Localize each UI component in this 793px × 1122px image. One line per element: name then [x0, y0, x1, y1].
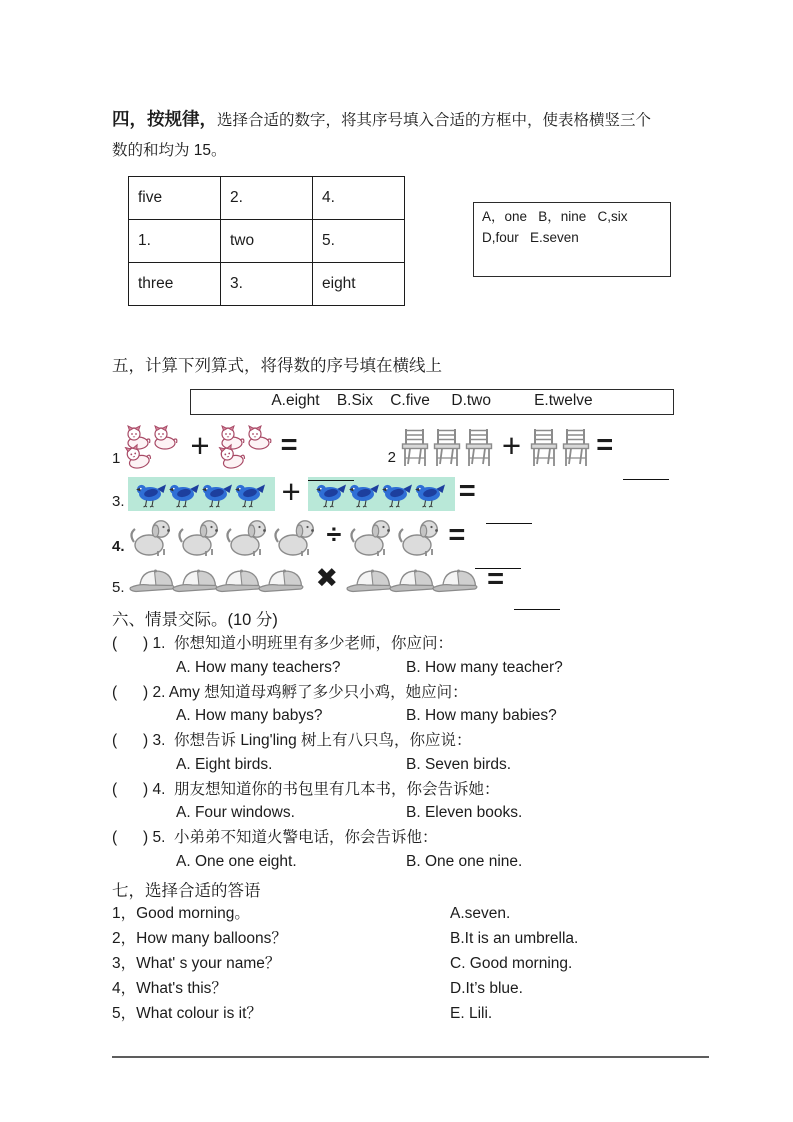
match-answer[interactable]: D.It’s blue.: [450, 980, 523, 998]
match-row-5: [112, 1001, 713, 1026]
answer-paren[interactable]: ( ): [112, 829, 153, 847]
option-a[interactable]: A. Eight birds.: [176, 755, 273, 773]
picture-group-2: [308, 477, 455, 511]
section4-title: [112, 102, 702, 166]
picture-group-1: [128, 477, 275, 511]
dog-icon: [272, 518, 317, 557]
table-row: [129, 220, 405, 263]
section7-title: 七，选择合适的答语: [112, 881, 261, 900]
equation-row-4: [112, 565, 713, 598]
match-answer[interactable]: B.It is an umbrella.: [450, 930, 579, 948]
equation-row-3: [112, 518, 713, 557]
answer-blank[interactable]: [308, 465, 354, 481]
operator-sign: +: [281, 473, 301, 511]
question-stem: 2. Amy 想知道母鸡孵了多少只小鸡，她应问：: [152, 683, 468, 701]
operator-sign: ✖: [315, 563, 339, 594]
problem-label: 4.: [112, 538, 125, 556]
table-cell[interactable]: 2.: [221, 177, 313, 220]
table-cell[interactable]: 4.: [313, 177, 405, 220]
table-cell[interactable]: 1.: [129, 220, 221, 263]
equals-sign: =: [487, 563, 505, 596]
match-answer[interactable]: E. Lili.: [450, 1005, 493, 1023]
bird-icon: [349, 481, 379, 508]
picture-group-1: [128, 518, 320, 557]
answer-paren[interactable]: ( ): [112, 635, 153, 653]
bird-icon: [136, 481, 166, 508]
match-question[interactable]: 5，What colour is it？: [112, 1005, 262, 1023]
cap-icon: [431, 568, 483, 595]
answer-paren[interactable]: ( ): [112, 683, 153, 701]
equation-1: [112, 425, 354, 469]
match-question[interactable]: 3，What' s your name？: [112, 955, 281, 973]
picture-group-2: [348, 518, 444, 557]
match-row-3: [112, 951, 713, 976]
equals-sign: =: [458, 475, 476, 508]
cat-icon: [151, 425, 178, 450]
match-question[interactable]: 2，How many balloons？: [112, 930, 287, 948]
equals-sign: =: [280, 428, 298, 461]
answer-blank[interactable]: [514, 594, 560, 610]
picture-group-2: [528, 427, 592, 468]
option-b[interactable]: B. Eleven books.: [406, 804, 523, 822]
chair-icon: [528, 427, 559, 468]
section4-options-line1: A，one B，nine C,six: [482, 209, 628, 225]
match-row-2: [112, 926, 713, 951]
dog-icon: [224, 518, 269, 557]
table-cell[interactable]: two: [221, 220, 313, 263]
chair-icon: [560, 427, 591, 468]
match-answer[interactable]: C. Good morning.: [450, 955, 573, 973]
equation-4: [112, 518, 521, 557]
dog-icon: [176, 518, 221, 557]
cap-icon: [257, 568, 309, 595]
question-4: [112, 778, 713, 825]
picture-group-1: [128, 568, 309, 595]
magic-square-area: [112, 176, 713, 326]
match-answer[interactable]: A.seven.: [450, 904, 511, 922]
table-cell[interactable]: 3.: [221, 263, 313, 306]
table-row: [129, 263, 405, 306]
footer-divider: [112, 1056, 709, 1058]
section5-title: 五，计算下列算式，将得数的序号填在横线上: [112, 357, 442, 376]
equation-row-1: [112, 425, 713, 469]
chair-icon: [463, 427, 494, 468]
chair-icon: [399, 427, 430, 468]
bird-icon: [316, 481, 346, 508]
operator-sign: +: [190, 426, 210, 464]
table-cell[interactable]: 5.: [313, 220, 405, 263]
question-stem: 4. 朋友想知道你的书包里有几本书，你会告诉她：: [152, 780, 500, 798]
match-row-4: [112, 976, 713, 1001]
question-5: [112, 826, 713, 873]
picture-group-1: [124, 425, 182, 469]
operator-sign: ÷: [326, 519, 342, 550]
table-cell[interactable]: eight: [313, 263, 405, 306]
equation-row-2: [112, 475, 713, 512]
cat-icon: [215, 442, 247, 473]
option-b[interactable]: B. Seven birds.: [406, 755, 512, 773]
question-stem: 5. 小弟弟不知道火警电话，你会告诉他：: [152, 829, 438, 847]
picture-group-2: [218, 425, 276, 469]
bird-icon: [382, 481, 412, 508]
problem-label: 5.: [112, 579, 125, 597]
bird-icon: [169, 481, 199, 508]
section6-title: 六、情景交际。(10 分): [112, 611, 278, 630]
answer-blank[interactable]: [623, 464, 669, 480]
bird-icon: [415, 481, 445, 508]
section4-options-line2: D,four E.seven: [482, 230, 579, 246]
section4-title-line2: 数的和均为 15。: [112, 142, 227, 160]
picture-group-2: [345, 568, 483, 595]
bird-icon: [235, 481, 265, 508]
table-cell[interactable]: five: [129, 177, 221, 220]
problem-label: 3.: [112, 493, 125, 511]
answer-paren[interactable]: ( ): [112, 780, 153, 798]
option-a[interactable]: A. How many babys?: [176, 707, 323, 725]
answer-paren[interactable]: ( ): [112, 732, 153, 750]
dog-icon: [396, 518, 441, 557]
answer-blank[interactable]: [475, 553, 521, 569]
option-b[interactable]: B. How many teacher?: [406, 658, 563, 676]
answer-blank[interactable]: [486, 508, 532, 524]
operator-sign: +: [501, 426, 522, 464]
equation-2: [388, 427, 670, 468]
question-stem: 3. 你想告诉 Ling'ling 树上有八只鸟，你应说：: [152, 732, 472, 750]
question-2: [112, 681, 713, 728]
picture-group-1: [399, 427, 495, 468]
match-row-1: [112, 901, 713, 926]
cat-icon: [245, 425, 272, 450]
table-cell[interactable]: three: [129, 263, 221, 306]
dog-icon: [348, 518, 393, 557]
dog-icon: [128, 518, 173, 557]
question-stem: 1. 你想知道小明班里有多少老师，你应问：: [152, 635, 454, 653]
match-question[interactable]: 4，What's this？: [112, 980, 227, 998]
section5-options-box: A.eight B.Six C.five D.two E.twelve: [190, 389, 674, 415]
option-a[interactable]: A. Four windows.: [176, 804, 295, 822]
problem-label: 2: [387, 448, 396, 466]
equals-sign: =: [448, 519, 466, 552]
match-question[interactable]: 1，Good morning。: [112, 904, 250, 922]
problem-label: 1: [112, 450, 121, 468]
chair-icon: [431, 427, 462, 468]
option-b[interactable]: B. How many babies?: [406, 707, 557, 725]
option-a[interactable]: A. One one eight.: [176, 852, 297, 870]
section4-title-lead: 四，按规律，: [112, 109, 217, 129]
option-a[interactable]: A. How many teachers?: [176, 658, 341, 676]
section4-options-box: [473, 202, 671, 277]
equals-sign: =: [596, 428, 614, 461]
magic-square-table: [128, 176, 405, 306]
question-3: [112, 729, 713, 776]
equation-5: [112, 565, 560, 598]
table-row: [129, 177, 405, 220]
option-b[interactable]: B. One one nine.: [406, 852, 523, 870]
question-1: [112, 632, 713, 679]
bird-icon: [202, 481, 232, 508]
section4-title-rest: 选择合适的数字，将其序号填入合适的方框中，使表格横竖三个: [217, 112, 652, 129]
